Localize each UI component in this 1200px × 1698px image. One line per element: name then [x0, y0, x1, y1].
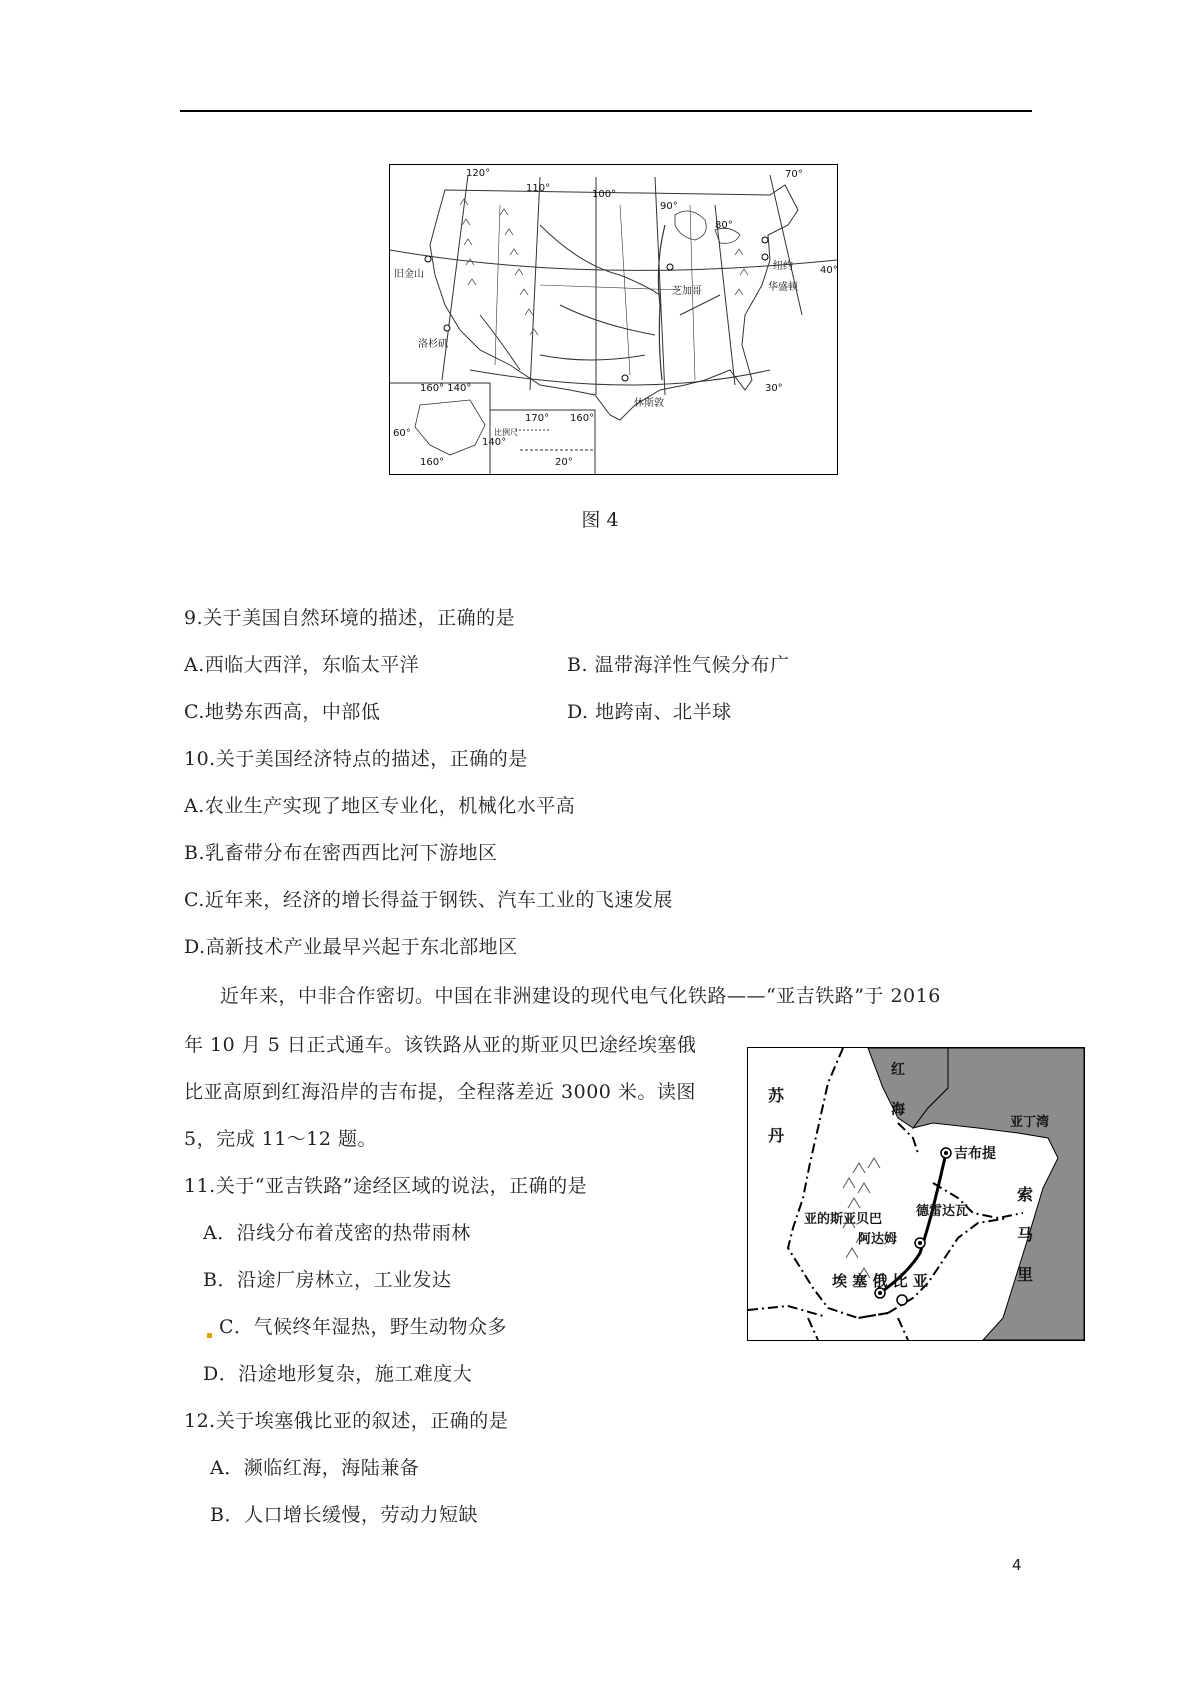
- intro-line-4: 5，完成 11～12 题。: [184, 1128, 378, 1150]
- city-washington: 华盛顿: [768, 282, 798, 293]
- lon-100-label: 100°: [592, 189, 617, 200]
- hawaii-lon2-label: 160°: [570, 413, 595, 424]
- intro-line-2: 年 10 月 5 日正式通车。该铁路从亚的斯亚贝巴途经埃塞俄: [184, 1034, 697, 1056]
- q9-option-a: A.西临大西洋，东临太平洋: [184, 654, 420, 676]
- q11-option-d: D．沿途地形复杂，施工难度大: [203, 1363, 473, 1385]
- q10-stem: 10.关于美国经济特点的描述，正确的是: [184, 748, 528, 770]
- label-dire-dawa: 德雷达瓦: [916, 1204, 969, 1219]
- lon-70-label: 70°: [785, 169, 803, 180]
- alaska-lat-label: 60°: [393, 428, 411, 439]
- city-san-francisco: 旧金山: [394, 269, 424, 280]
- lon-90-label: 90°: [660, 201, 678, 212]
- label-ethiopia: 埃 塞 俄 比 亚: [832, 1272, 928, 1290]
- label-addis-ababa: 亚的斯亚贝巴: [804, 1212, 883, 1227]
- city-chicago: 芝加哥: [672, 286, 702, 297]
- q11-option-a: A．沿线分布着茂密的热带雨林: [203, 1222, 471, 1244]
- city-los-angeles: 洛杉矶: [418, 339, 448, 350]
- q11-option-b: B．沿途厂房林立，工业发达: [203, 1269, 452, 1291]
- lon-120-label: 120°: [466, 168, 491, 179]
- page-number: 4: [1012, 1556, 1022, 1574]
- q10-option-b: B.乳畜带分布在密西西比河下游地区: [184, 842, 498, 864]
- hawaii-lon-label: 170°: [525, 413, 550, 424]
- lon-110-label: 110°: [526, 183, 551, 194]
- alaska-lon3-label: 160°: [420, 457, 445, 468]
- q9-option-d: D. 地跨南、北半球: [567, 701, 732, 723]
- usa-map-drawing: [390, 165, 837, 474]
- q9-option-c: C.地势东西高，中部低: [184, 701, 381, 723]
- q12-stem: 12.关于埃塞俄比亚的叙述，正确的是: [184, 1410, 509, 1432]
- alaska-lon-label: 160° 140°: [420, 383, 472, 394]
- city-houston: 休斯敦: [634, 398, 664, 409]
- alaska-lon2-label: 140°: [482, 437, 507, 448]
- q12-option-b: B．人口增长缓慢，劳动力短缺: [210, 1504, 478, 1526]
- hawaii-lat-label: 20°: [555, 457, 573, 468]
- label-somalia: 索马里: [1016, 1185, 1033, 1284]
- city-new-york: 纽约: [773, 261, 793, 272]
- q12-option-a: A．濒临红海，海陆兼备: [210, 1457, 420, 1479]
- usa-map: [389, 164, 838, 475]
- intro-line-1: 近年来，中非合作密切。中国在非洲建设的现代电气化铁路——“亚吉铁路”于 2016: [220, 985, 941, 1007]
- option-marker: [207, 1333, 212, 1338]
- q9-stem: 9.关于美国自然环境的描述，正确的是: [184, 607, 516, 629]
- label-adama: 阿达姆: [858, 1232, 898, 1247]
- q10-option-c: C.近年来，经济的增长得益于钢铁、汽车工业的飞速发展: [184, 889, 673, 911]
- lat-30-label: 30°: [765, 383, 783, 394]
- label-gulf-of-aden: 亚丁湾: [1010, 1115, 1050, 1130]
- label-djibouti: 吉布提: [954, 1146, 996, 1162]
- lon-80-label: 80°: [715, 220, 733, 231]
- lat-40-label: 40°: [820, 265, 838, 276]
- q10-option-d: D.高新技术产业最早兴起于东北部地区: [184, 936, 518, 958]
- q10-option-a: A.农业生产实现了地区专业化，机械化水平高: [184, 795, 576, 817]
- ethiopia-map: [747, 1047, 1085, 1341]
- inset-legend: 比例尺: [494, 428, 518, 437]
- figure4-caption: 图 4: [581, 509, 619, 531]
- label-sudan: 苏丹: [767, 1086, 784, 1145]
- q11-option-c: C．气候终年湿热，野生动物众多: [219, 1316, 508, 1338]
- q9-option-b: B. 温带海洋性气候分布广: [567, 654, 790, 676]
- intro-line-3: 比亚高原到红海沿岸的吉布提，全程落差近 3000 米。读图: [184, 1081, 696, 1103]
- q11-stem: 11.关于“亚吉铁路”途经区域的说法，正确的是: [184, 1175, 588, 1197]
- header-rule: [180, 110, 1032, 112]
- label-red-sea: 红海: [891, 1062, 905, 1118]
